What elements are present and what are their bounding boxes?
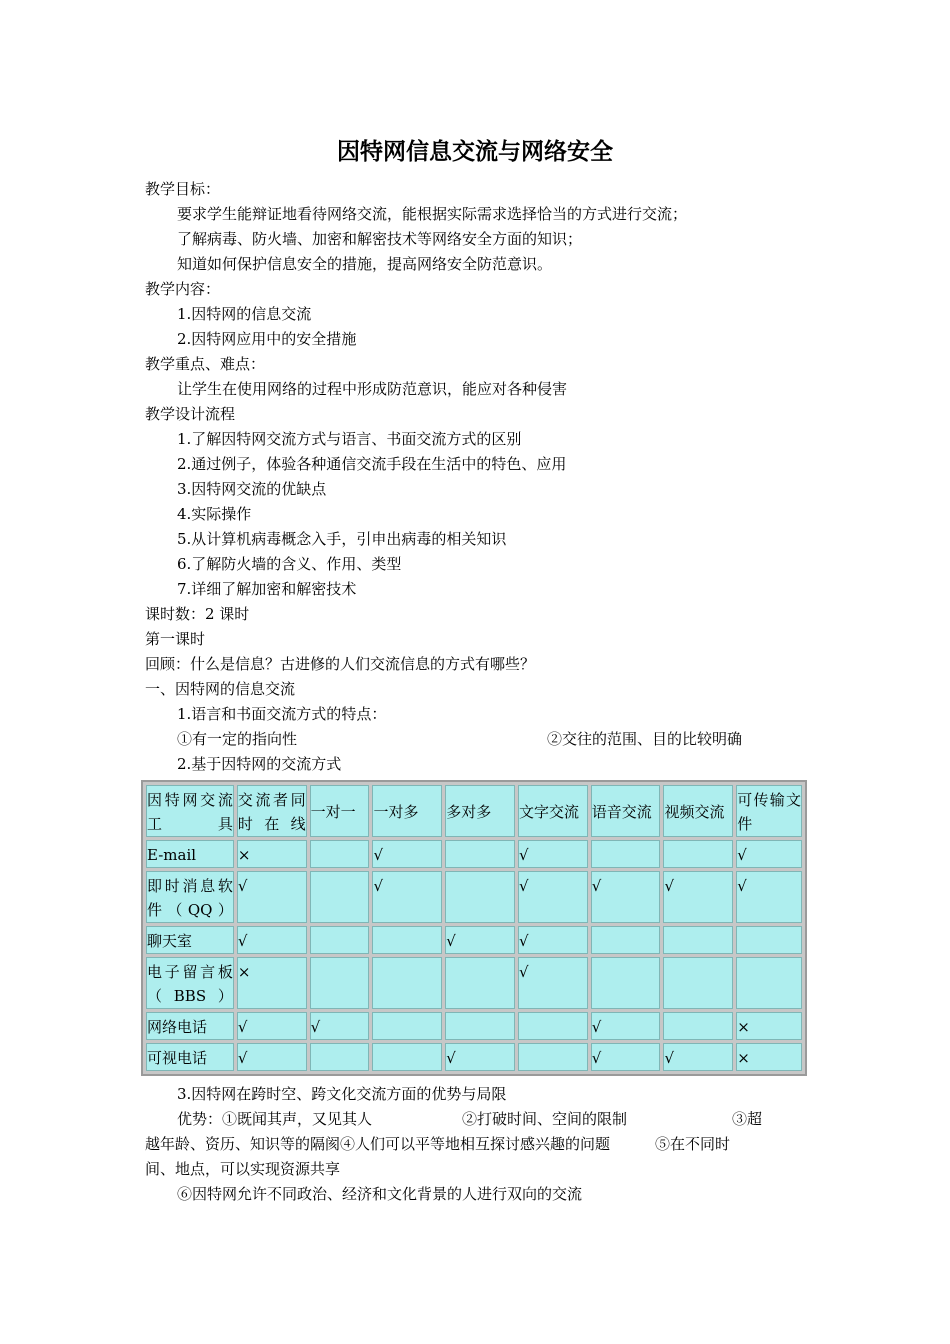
table-cell — [591, 957, 661, 1009]
table-cell: √ — [445, 926, 515, 954]
header-cell: 一对一 — [310, 785, 370, 837]
header-cell: 因特网交流工具 — [146, 785, 234, 837]
table-cell — [736, 957, 802, 1009]
flow-item: 2.通过例子，体验各种通信交流手段在生活中的特色、应用 — [177, 455, 567, 473]
table-row — [146, 840, 802, 868]
table-cell — [518, 1043, 588, 1071]
table-cell — [310, 840, 370, 868]
table-cell: √ — [237, 1043, 307, 1071]
table-cell: × — [736, 1043, 802, 1071]
review-line: 回顾：什么是信息？古进修的人们交流信息的方式有哪些？ — [145, 655, 536, 673]
table-cell: × — [736, 1012, 802, 1040]
table-cell — [736, 926, 802, 954]
table-cell — [591, 926, 661, 954]
feature-b: ②交往的范围、目的比较明确 — [547, 730, 743, 748]
header-cell: 语音交流 — [591, 785, 661, 837]
table-cell: √ — [591, 871, 661, 923]
table-header-row — [146, 785, 802, 837]
section-heading: 一、因特网的信息交流 — [145, 680, 296, 698]
advantages-line: 越年龄、资历、知识等的隔阂④人们可以平等地相互探讨感兴趣的问题 ⑤在不同时 — [145, 1135, 731, 1153]
flow-item: 1.了解因特网交流方式与语言、书面交流方式的区别 — [177, 430, 522, 448]
table-cell — [310, 926, 370, 954]
header-cell: 可传输文件 — [736, 785, 802, 837]
table-cell: √ — [237, 871, 307, 923]
table-cell: √ — [518, 840, 588, 868]
table-cell: √ — [518, 926, 588, 954]
table-cell: √ — [237, 1012, 307, 1040]
table-cell: 即时消息软件（QQ） — [146, 871, 234, 923]
header-cell: 文字交流 — [518, 785, 588, 837]
table-cell: √ — [237, 926, 307, 954]
table-cell — [591, 840, 661, 868]
sub-heading: 2.基于因特网的交流方式 — [177, 755, 342, 773]
table-cell — [310, 957, 370, 1009]
table-cell: √ — [736, 871, 802, 923]
key-item: 让学生在使用网络的过程中形成防范意识，能应对各种侵害 — [177, 380, 568, 398]
advantages-line: ⑥因特网允许不同政治、经济和文化背景的人进行双向的交流 — [177, 1185, 583, 1203]
document-body — [145, 177, 807, 1076]
table-cell — [445, 957, 515, 1009]
content-item: 2.因特网应用中的安全措施 — [177, 330, 357, 348]
table-cell: √ — [372, 840, 442, 868]
table-row — [146, 957, 802, 1009]
table-cell: √ — [518, 957, 588, 1009]
advantages-line: 间、地点，可以实现资源共享 — [145, 1160, 341, 1178]
flow-item: 7.详细了解加密和解密技术 — [177, 580, 357, 598]
advantages-section — [145, 1082, 807, 1207]
table-cell: √ — [372, 871, 442, 923]
key-heading: 教学重点、难点： — [145, 355, 266, 373]
table-cell: 网络电话 — [146, 1012, 234, 1040]
sub-heading: 3.因特网在跨时空、跨文化交流方面的优势与局限 — [177, 1085, 507, 1103]
objective-item: 了解病毒、防火墙、加密和解密技术等网络安全方面的知识； — [177, 230, 583, 248]
comparison-table — [141, 780, 807, 1076]
table-cell: √ — [663, 1043, 733, 1071]
flow-item: 5.从计算机病毒概念入手，引申出病毒的相关知识 — [177, 530, 507, 548]
page-title: 因特网信息交流与网络安全 — [337, 139, 613, 165]
table-cell — [372, 1012, 442, 1040]
table-cell: 聊天室 — [146, 926, 234, 954]
table-cell: × — [237, 840, 307, 868]
flow-item: 4.实际操作 — [177, 505, 252, 523]
header-cell: 交流者同时在线 — [237, 785, 307, 837]
table-cell — [518, 1012, 588, 1040]
table-cell: √ — [445, 1043, 515, 1071]
header-cell: 一对多 — [372, 785, 442, 837]
objective-item: 知道如何保护信息安全的措施，提高网络安全防范意识。 — [177, 255, 553, 273]
flow-item: 6.了解防火墙的含义、作用、类型 — [177, 555, 402, 573]
table-cell: √ — [591, 1012, 661, 1040]
header-cell: 多对多 — [445, 785, 515, 837]
feature-a: ①有一定的指向性 — [177, 730, 298, 748]
table-cell — [372, 926, 442, 954]
content-item: 1.因特网的信息交流 — [177, 305, 312, 323]
table-cell — [663, 1012, 733, 1040]
objective-item: 要求学生能辩证地看待网络交流，能根据实际需求选择恰当的方式进行交流； — [177, 205, 688, 223]
header-cell: 视频交流 — [663, 785, 733, 837]
lesson-heading: 第一课时 — [145, 630, 206, 648]
sub-heading: 1.语言和书面交流方式的特点： — [177, 705, 387, 723]
table-cell: √ — [310, 1012, 370, 1040]
table-cell — [663, 926, 733, 954]
table-cell — [372, 957, 442, 1009]
table-cell — [663, 840, 733, 868]
table-row — [146, 871, 802, 923]
hours-line: 课时数：2 课时 — [145, 605, 250, 623]
table-cell — [445, 840, 515, 868]
table-cell — [372, 1043, 442, 1071]
table-row — [146, 1043, 802, 1071]
table-cell: √ — [591, 1043, 661, 1071]
content-heading: 教学内容： — [145, 280, 221, 298]
table-cell: √ — [736, 840, 802, 868]
advantages-line: 优势：①既闻其声，又见其人 ②打破时间、空间的限制 ③超 — [177, 1110, 763, 1128]
table-cell — [310, 1043, 370, 1071]
table-cell: E-mail — [146, 840, 234, 868]
table-cell — [663, 957, 733, 1009]
flow-heading: 教学设计流程 — [145, 405, 236, 423]
table-cell: √ — [518, 871, 588, 923]
table-row — [146, 926, 802, 954]
table-cell: √ — [663, 871, 733, 923]
table-row — [146, 1012, 802, 1040]
table-cell: 可视电话 — [146, 1043, 234, 1071]
objectives-heading: 教学目标： — [145, 180, 221, 198]
table-cell — [310, 871, 370, 923]
features-line — [145, 727, 807, 752]
flow-item: 3.因特网交流的优缺点 — [177, 480, 327, 498]
table-cell: × — [237, 957, 307, 1009]
table-cell — [445, 871, 515, 923]
table-cell — [445, 1012, 515, 1040]
table-cell: 电子留言板（BBS） — [146, 957, 234, 1009]
